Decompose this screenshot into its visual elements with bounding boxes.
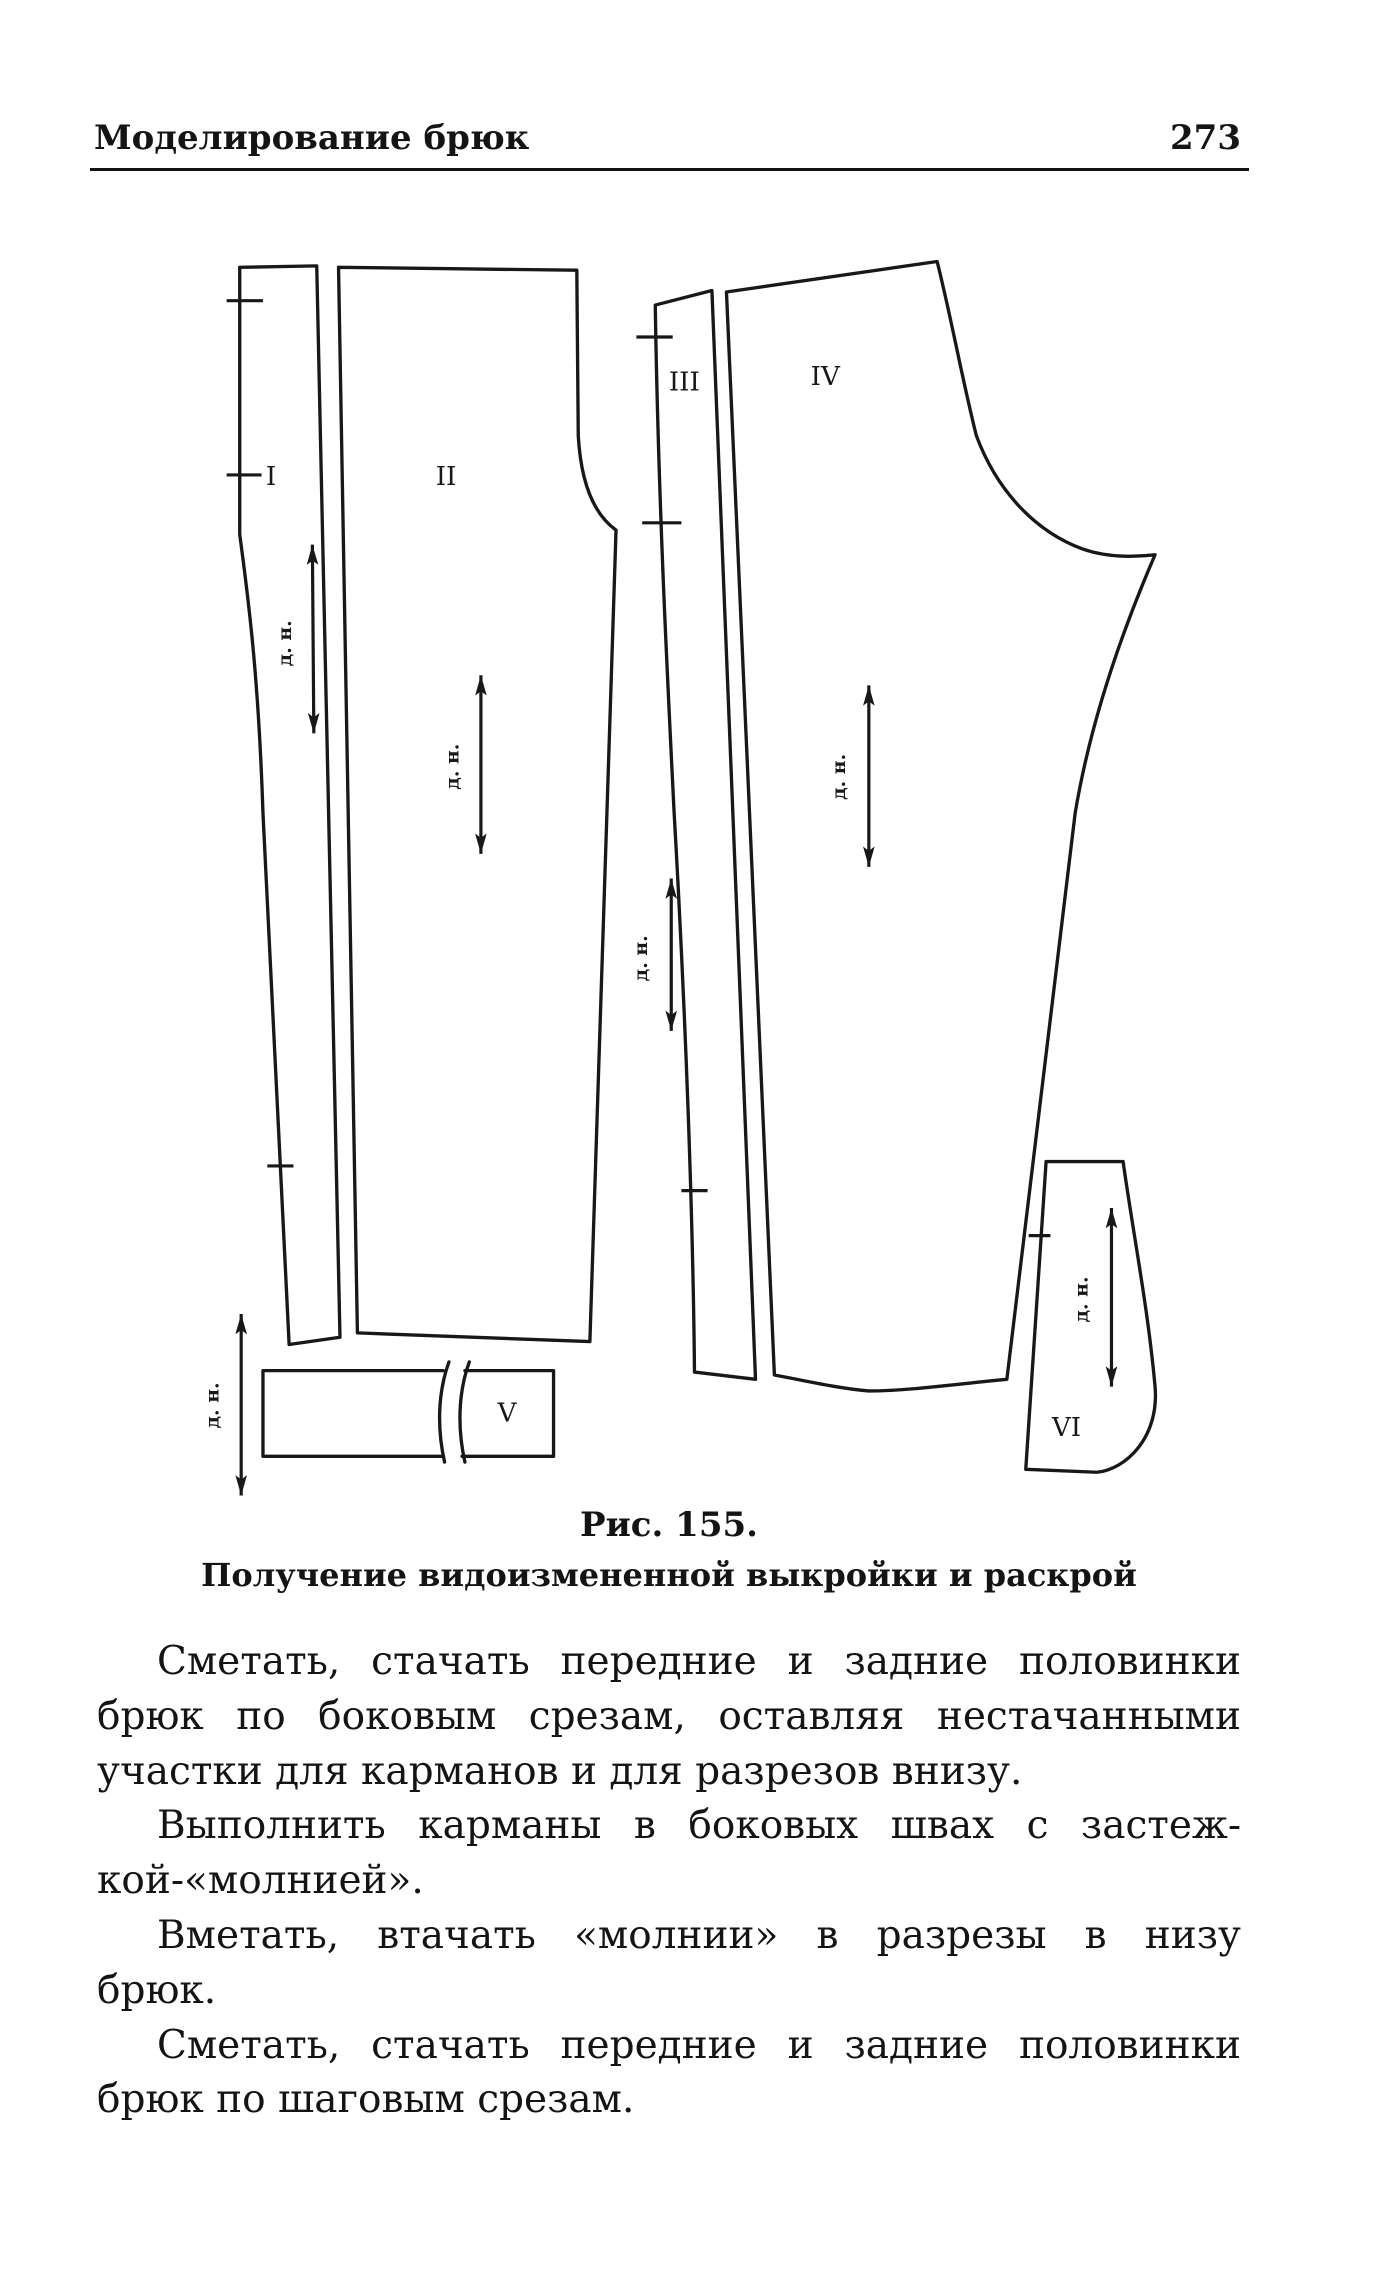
grain-line-label: д. н. bbox=[630, 935, 653, 982]
break-line bbox=[460, 1362, 469, 1462]
text-line: кой-«молнией». bbox=[97, 1858, 424, 1904]
piece-label-iv: IV bbox=[810, 361, 840, 392]
pattern-piece-ii bbox=[339, 267, 617, 1341]
grain-line-label: д. н. bbox=[201, 1382, 224, 1429]
text-line: брюк. bbox=[97, 1967, 217, 2013]
page-number: 273 bbox=[1170, 118, 1241, 158]
pattern-piece-i bbox=[240, 266, 340, 1345]
grain-line-label: д. н. bbox=[274, 620, 297, 667]
piece-label-iii: III bbox=[668, 367, 700, 398]
paragraph bbox=[97, 1799, 1241, 1909]
piece-label-vi: VI bbox=[1051, 1412, 1082, 1443]
pattern-piece-iii bbox=[655, 291, 755, 1380]
running-header-title: Моделирование брюк bbox=[94, 118, 530, 158]
piece-label-v: V bbox=[497, 1398, 517, 1429]
figure-caption-title: Получение видоизмененной выкройки и раскрой bbox=[201, 1556, 1137, 1594]
grain-line-label: д. н. bbox=[1070, 1276, 1093, 1323]
pattern-figure bbox=[0, 247, 1373, 1510]
break-line bbox=[440, 1362, 449, 1462]
piece-label-ii: II bbox=[435, 462, 457, 493]
text-line: брюк по шаговым срезам. bbox=[97, 2077, 635, 2123]
text-line: брюк по боковым срезам, оставляя нестачанными bbox=[97, 1693, 1241, 1739]
grain-line-label: д. н. bbox=[827, 753, 850, 800]
paragraph bbox=[97, 1909, 1241, 2019]
body-text bbox=[97, 1635, 1241, 2128]
grain-line-arrow bbox=[312, 545, 313, 734]
piece-label-i: I bbox=[265, 462, 277, 493]
text-line: участки для карманов и для разрезов внизу. bbox=[97, 1748, 1023, 1794]
paragraph bbox=[97, 2019, 1241, 2129]
pattern-piece-v-left bbox=[263, 1371, 443, 1457]
header-rule bbox=[90, 168, 1249, 171]
text-line: Сметать, стачать передние и задние половинки bbox=[157, 2022, 1241, 2068]
pattern-piece-iv bbox=[726, 262, 1155, 1391]
paragraph bbox=[97, 1635, 1241, 1799]
text-line: Сметать, стачать передние и задние половинки bbox=[157, 1639, 1241, 1684]
text-line: Выполнить карманы в боковых швах с застеж- bbox=[157, 1803, 1241, 1849]
figure-caption-number: Рис. 155. bbox=[580, 1505, 758, 1545]
grain-line-label: д. н. bbox=[441, 743, 464, 790]
text-line: Вметать, втачать «молнии» в разрезы в низу bbox=[157, 1912, 1241, 1958]
